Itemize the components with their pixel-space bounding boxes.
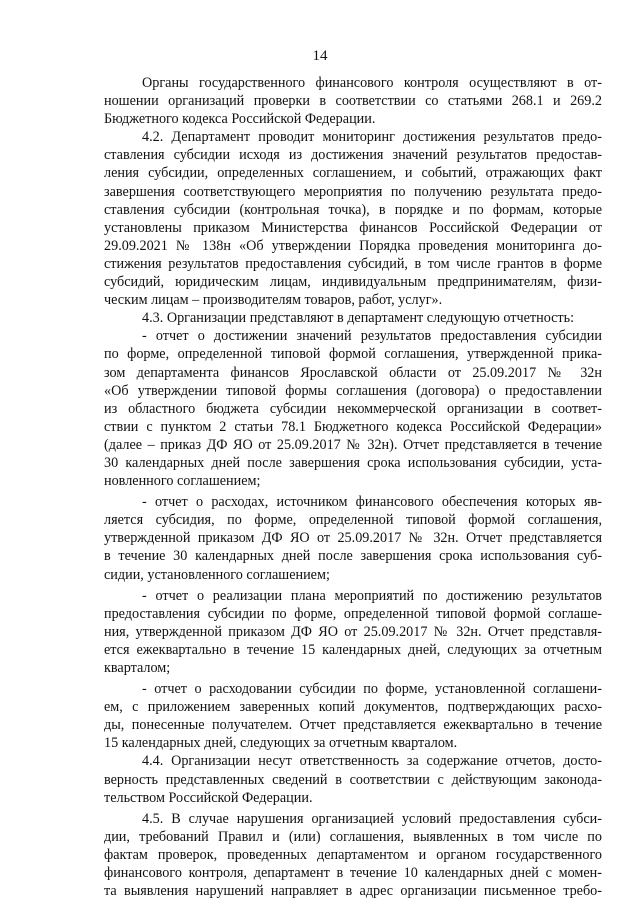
text-line: та выявления нарушений направляет в адрес организации письменное требо- — [104, 883, 602, 900]
text-line: установлены приказом Министерства финансов Российской Федерации от — [104, 219, 602, 236]
text-line: ношении организаций проверки в соответствии со статьями 268.1 и 269.2 — [104, 93, 602, 110]
text-line: ем, с приложением заверенных копий документов, подтверждающих расхо- — [104, 699, 602, 716]
text-line: утвержденной приказом ДФ ЯО от 25.09.2017 № 32н. Отчет представляется — [104, 530, 602, 547]
text-line: Бюджетного кодекса Российской Федерации. — [104, 111, 376, 128]
text-line: - отчет о достижении значений результатов предоставления субсидии — [142, 328, 602, 345]
text-line: «Об утверждении типовой формы соглашения (договора) о предоставлении — [104, 382, 602, 399]
text-line: ставления субсидии исходя из достижения значений результатов предостав- — [104, 147, 602, 164]
page-number: 14 — [312, 48, 328, 64]
text-line: в течение 30 календарных дней после завершения срока использования суб- — [104, 548, 602, 565]
text-line: фактам проверок, проведенных департаментом и органом государственного — [104, 846, 602, 863]
text-line: - отчет о расходах, источником финансового обеспечения которых яв- — [142, 494, 602, 511]
text-line: 4.3. Организации представляют в департамент следующую отчетность: — [142, 310, 575, 327]
text-line: 15 календарных дней, следующих за отчетным кварталом. — [104, 735, 458, 752]
text-line: 4.4. Организации несут ответственность за содержание отчетов, досто- — [142, 753, 602, 770]
document-body — [104, 74, 602, 900]
text-line: кварталом; — [104, 660, 171, 676]
text-line: - отчет о реализации плана мероприятий по достижению результатов — [142, 587, 602, 604]
text-line: стижения результатов предоставления субсидий, в том числе грантов в форме — [104, 255, 602, 272]
text-line: ческим лицам – производителям товаров, работ, услуг». — [104, 292, 443, 309]
text-line: предоставления субсидии по форме, определенной типовой формой соглаше- — [104, 605, 602, 622]
text-line: 30 календарных дней после завершения срока использования субсидии, уста- — [104, 454, 602, 471]
text-line: тельством Российской Федерации. — [104, 789, 313, 806]
text-line: из областного бюджета субсидии некоммерческой организации в соответ- — [104, 400, 602, 417]
text-line: верность представленных сведений в соответствии с действующим законода- — [104, 771, 602, 788]
text-line: 4.5. В случае нарушения организацией условий предоставления субси- — [142, 810, 602, 827]
text-line: 4.2. Департамент проводит мониторинг достижения результатов предо- — [142, 129, 602, 146]
text-line: Органы государственного финансового контроля осуществляют в от- — [142, 75, 602, 91]
text-line: зом департамента финансов Ярославской области от 25.09.2017 № 32н — [104, 364, 602, 381]
text-line: 29.09.2021 № 138н «Об утверждении Порядка проведения мониторинга до- — [104, 237, 602, 254]
text-line: - отчет о расходовании субсидии по форме, установленной соглашени- — [142, 681, 602, 698]
text-line: ды, понесенные получателем. Отчет представляется ежеквартально в течение — [104, 717, 602, 734]
text-line: ствии с пунктом 2 статьи 78.1 Бюджетного кодекса Российской Федерации» — [104, 418, 602, 435]
text-line: завершения соответствующего мероприятия по получению результата предо- — [104, 183, 602, 200]
text-line: ется ежеквартально в течение 15 календарных дней, следующих за отчетным — [104, 641, 602, 658]
text-line: субсидий, юридическим лицам, индивидуальным предпринимателям, физи- — [104, 274, 602, 291]
text-line: сидии, установленного соглашением; — [104, 566, 330, 583]
text-line: финансового контроля, департамент в течение 10 календарных дней с момен- — [104, 865, 602, 882]
text-line: ставления субсидии (контрольная точка), в порядке и по формам, которые — [104, 201, 602, 218]
text-line: дии, требований Правил и (или) соглашения, выявленных в том числе по — [104, 828, 602, 845]
text-line: ления субсидии, определенных соглашением, и событий, отражающих факт — [104, 165, 602, 182]
text-line: (далее – приказ ДФ ЯО от 25.09.2017 № 32н). Отчет представляется в течение — [104, 436, 602, 453]
text-line: новленного соглашением; — [104, 473, 261, 490]
text-line: ляется субсидия, по форме, определенной типовой формой соглашения, — [104, 512, 602, 529]
text-line: по форме, определенной типовой формой соглашения, утвержденной прика- — [104, 346, 602, 363]
text-line: ния, утвержденной приказом ДФ ЯО от 25.09.2017 № 32н. Отчет представля- — [104, 623, 602, 640]
